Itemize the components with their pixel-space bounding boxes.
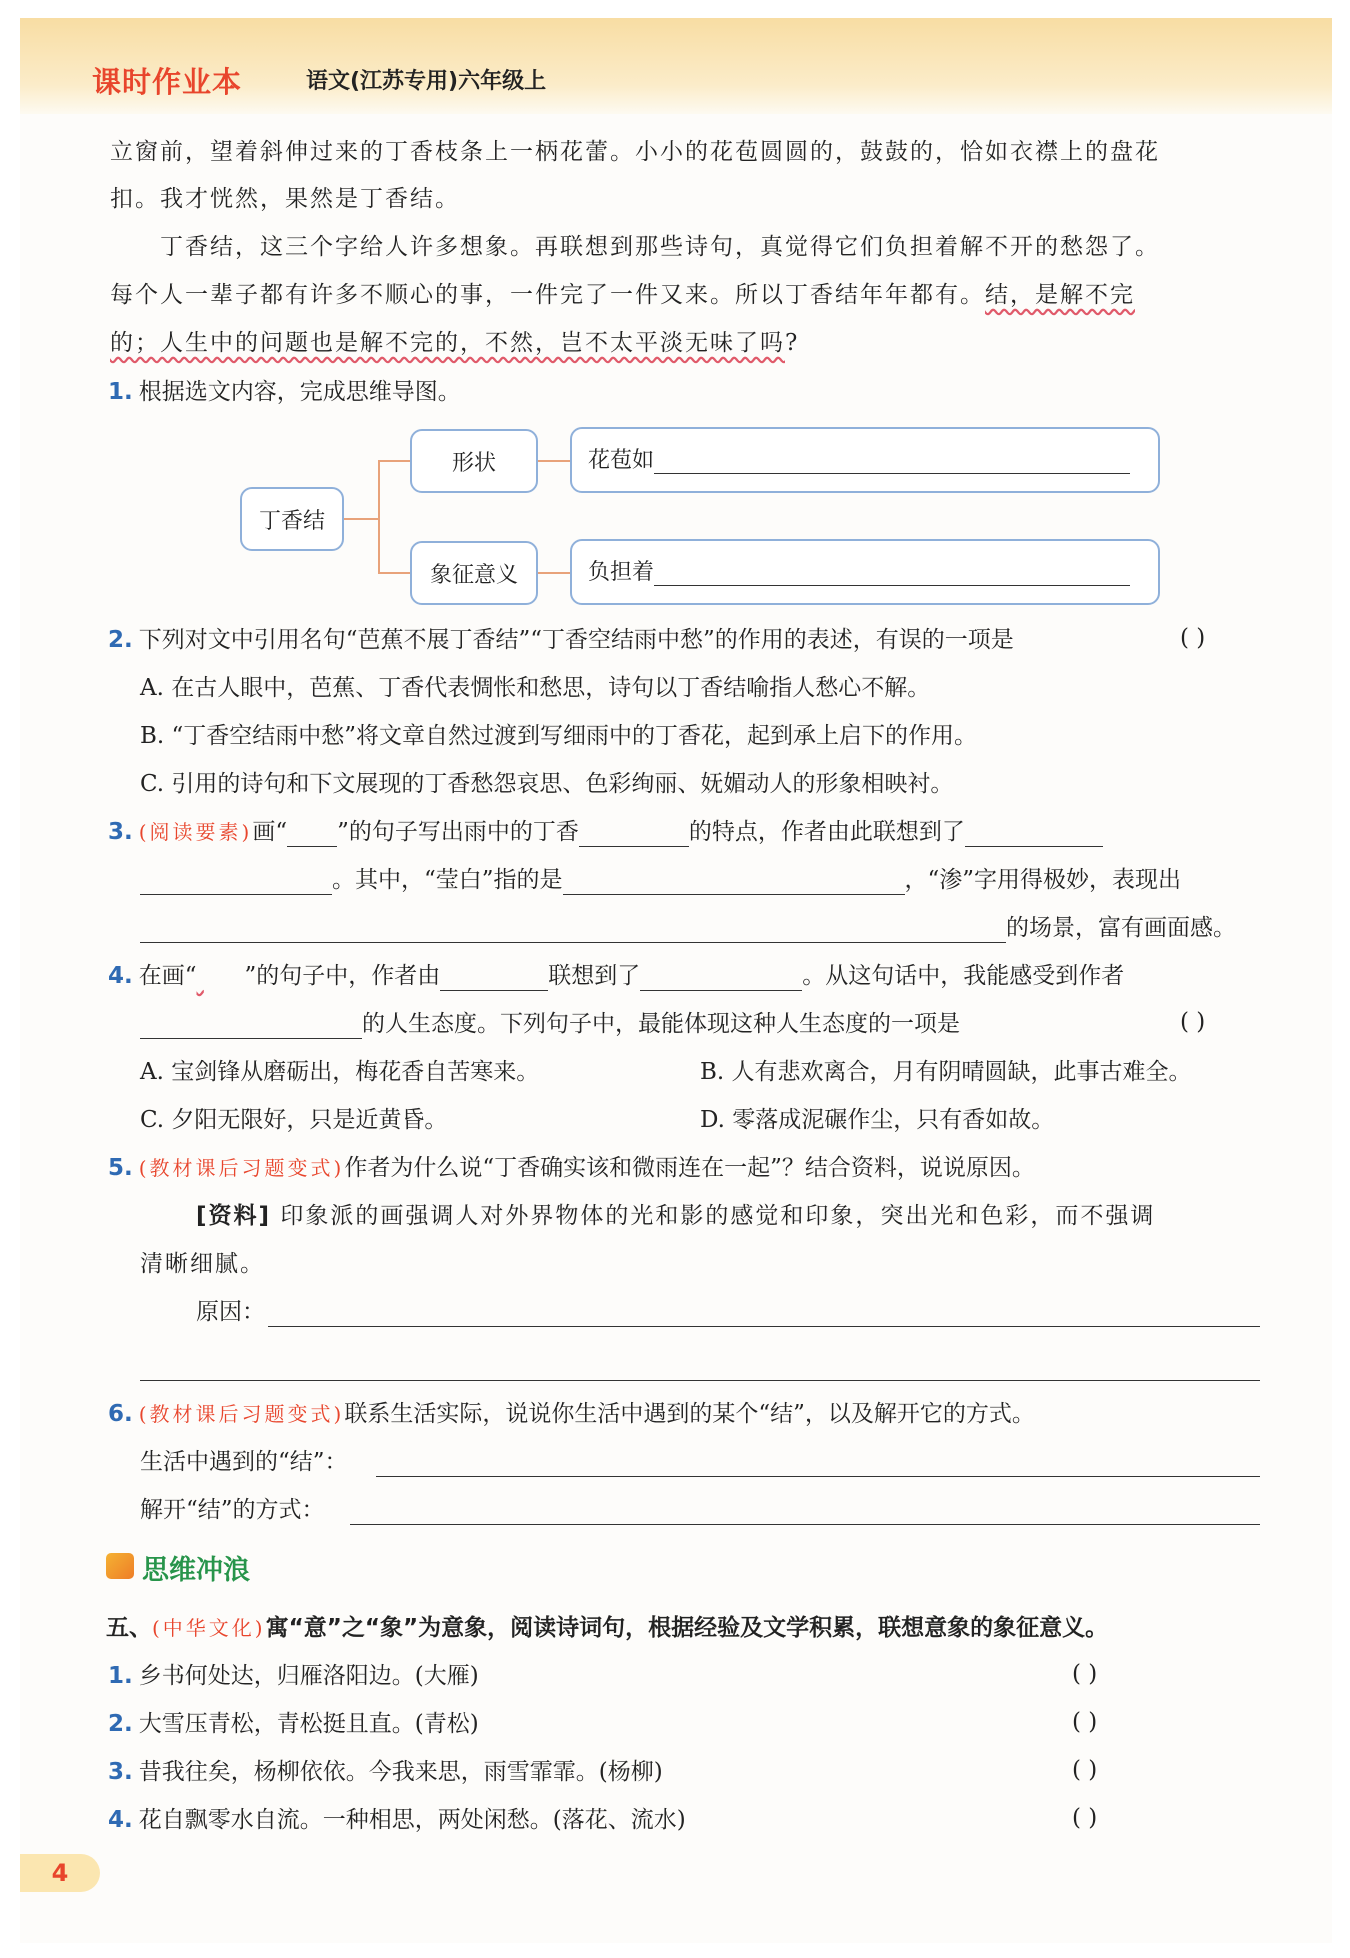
- answer-blank[interactable]: [140, 870, 332, 895]
- answer-line[interactable]: [268, 1326, 1260, 1327]
- reference-material-line-2: 清晰细腻。: [140, 1251, 265, 1277]
- section-title: 思维冲浪: [142, 1555, 250, 1586]
- mindmap-connector: [378, 460, 380, 574]
- question-3-line-3: 的场景，富有画面感。: [140, 913, 1236, 943]
- book-subject: 语文(江苏专用)六年级上: [306, 69, 547, 94]
- answer-parentheses[interactable]: ( ): [1180, 1009, 1206, 1035]
- mindmap-connector: [378, 460, 410, 462]
- answer-blank[interactable]: [640, 966, 802, 991]
- answer-blank[interactable]: [965, 822, 1103, 847]
- answer-line[interactable]: [140, 1380, 1260, 1381]
- book-brand: 课时作业本: [92, 65, 243, 99]
- answer-blank[interactable]: [654, 561, 1130, 586]
- option-c: C. 引用的诗句和下文展现的丁香愁怨哀思、色彩绚丽、妩媚动人的形象相映衬。: [140, 771, 954, 797]
- answer-blank[interactable]: [563, 870, 905, 895]
- mindmap-branch-symbol: 象征意义: [410, 541, 538, 605]
- answer-blank[interactable]: [140, 1014, 362, 1039]
- passage-line-1: 立窗前，望着斜伸过来的丁香枝条上一柄花蕾。小小的花苞圆圆的，鼓鼓的，恰如衣襟上的盘花: [110, 139, 1160, 165]
- list-item: 3. 昔我往矣，杨柳依依。今我来思，雨雪霏霏。(杨柳): [108, 1759, 663, 1785]
- passage-line-2: 扣。我才恍然，果然是丁香结。: [110, 186, 460, 212]
- page-number: 4: [20, 1854, 100, 1892]
- answer-blank[interactable]: [287, 822, 337, 847]
- mindmap-connector: [344, 518, 378, 520]
- answer-parentheses[interactable]: ( ): [1072, 1757, 1098, 1783]
- reference-material: [资料] 印象派的画强调人对外界物体的光和影的感觉和印象，突出光和色彩，而不强调: [196, 1203, 1156, 1229]
- answer-blank[interactable]: [579, 822, 689, 847]
- answer-parentheses[interactable]: ( ): [1072, 1805, 1098, 1831]
- list-item: 4. 花自飘零水自流。一种相思，两处闲愁。(落花、流水): [108, 1807, 686, 1833]
- wavy-underlined-text: 结，是解不完: [985, 282, 1135, 308]
- mindmap-branch-shape: 形状: [410, 429, 538, 493]
- section-flag-icon: [106, 1553, 134, 1579]
- list-item: 1. 乡书何处达，归雁洛阳边。(大雁): [108, 1663, 479, 1689]
- question-4: 4. 在画“ ”的句子中，作者由 联想到了 。从这句话中，我能感受到作者: [108, 963, 1125, 989]
- option-c: C. 夕阳无限好，只是近黄昏。: [140, 1107, 448, 1133]
- reason-label: 原因：: [196, 1299, 265, 1325]
- answer-blank[interactable]: [140, 918, 1006, 943]
- answer-line[interactable]: [376, 1476, 1260, 1477]
- question-2: 2. 下列对文中引用名句“芭蕉不展丁香结”“丁香空结雨中愁”的作用的表述，有误的一项是: [108, 627, 1014, 653]
- option-a: A. 宝剑锋从磨砺出，梅花香自苦寒来。: [140, 1059, 540, 1085]
- question-6: 6. (教材课后习题变式)联系生活实际，说说你生活中遇到的某个“结”，以及解开它的方式。: [108, 1401, 1035, 1427]
- mindmap-connector: [538, 460, 570, 462]
- option-b: B. 人有悲欢离合，月有阴晴圆缺，此事古难全。: [700, 1059, 1192, 1085]
- option-d: D. 零落成泥碾作尘，只有香如故。: [700, 1107, 1055, 1133]
- answer-blank[interactable]: [654, 449, 1130, 474]
- mindmap-connector: [378, 572, 410, 574]
- method-label: 解开“结”的方式：: [140, 1497, 325, 1523]
- mindmap-connector: [538, 572, 570, 574]
- mindmap-answer-shape[interactable]: 花苞如: [570, 427, 1160, 493]
- answer-line[interactable]: [350, 1524, 1260, 1525]
- knot-label: 生活中遇到的“结”：: [140, 1449, 348, 1475]
- answer-parentheses[interactable]: ( ): [1072, 1661, 1098, 1687]
- passage-line-5: 的；人生中的问题也是解不完的，不然，岂不太平淡无味了吗?: [110, 330, 800, 356]
- question-4-line-2: 的人生态度。下列句子中，最能体现这种人生态度的一项是: [140, 1009, 960, 1039]
- passage-line-3: 丁香结，这三个字给人许多想象。再联想到那些诗句，真觉得它们负担着解不开的愁怨了。: [160, 234, 1160, 260]
- question-1: 1. 根据选文内容，完成思维导图。: [108, 379, 461, 405]
- answer-parentheses[interactable]: ( ): [1180, 625, 1206, 651]
- option-b: B. “丁香空结雨中愁”将文章自然过渡到写细雨中的丁香花，起到承上启下的作用。: [140, 723, 978, 749]
- option-a: A. 在古人眼中，芭蕉、丁香代表惆怅和愁思，诗句以丁香结喻指人愁心不解。: [140, 675, 931, 701]
- mindmap-answer-symbol[interactable]: 负担着: [570, 539, 1160, 605]
- mindmap-root: 丁香结: [240, 487, 344, 551]
- answer-blank[interactable]: [440, 966, 548, 991]
- question-3-line-2: 。其中，“莹白”指的是 ，“渗”字用得极妙，表现出: [140, 865, 1181, 895]
- question-5: 5. (教材课后习题变式)作者为什么说“丁香确实该和微雨连在一起”？结合资料，说说原因。: [108, 1155, 1035, 1181]
- list-item: 2. 大雪压青松，青松挺且直。(青松): [108, 1711, 479, 1737]
- wavy-underlined-text: 的；人生中的问题也是解不完的，不然，岂不太平淡无味了吗: [110, 330, 785, 356]
- passage-line-4: 每个人一辈子都有许多不顺心的事，一件完了一件又来。所以丁香结年年都有。结，是解不完: [110, 282, 1135, 308]
- answer-parentheses[interactable]: ( ): [1072, 1709, 1098, 1735]
- question-five: 五、(中华文化)寓“意”之“象”为意象，阅读诗词句，根据经验及文学积累，联想意象的象征意义。: [106, 1615, 1109, 1641]
- question-3: 3. (阅读要素)画“ ”的句子写出雨中的丁香 的特点，作者由此联想到了: [108, 817, 1103, 847]
